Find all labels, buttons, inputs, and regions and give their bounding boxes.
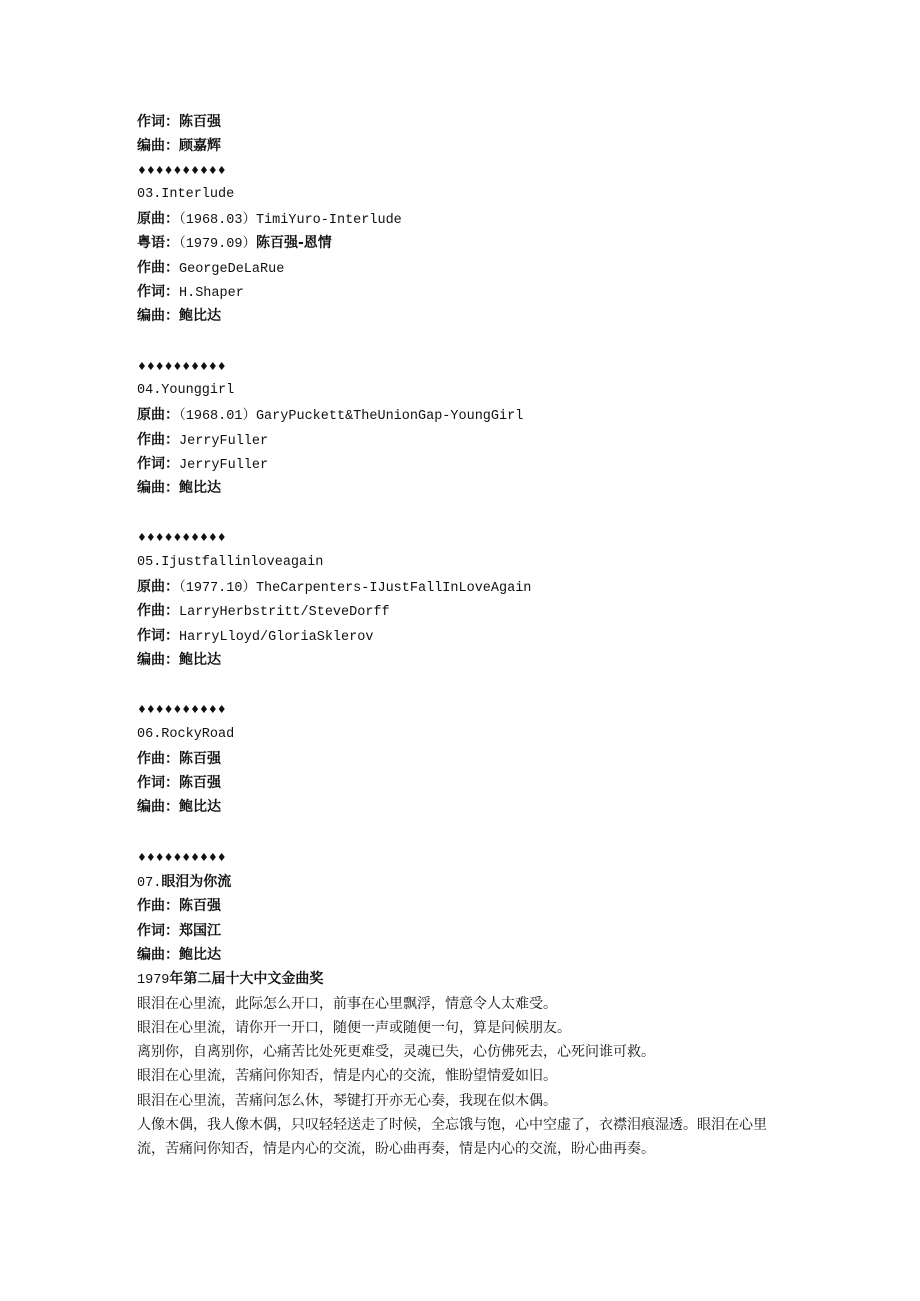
lyric-line: 眼泪在心里流，此际怎么开口，前事在心里飘浮，情意令人太难受。 [137, 995, 557, 1012]
separator: ♦♦♦♦♦♦♦♦♦♦ [137, 359, 226, 373]
track-title: 05.Ijustfallinloveagain [137, 554, 324, 570]
composer-line: 作曲：GeorgeDeLaRue [137, 259, 285, 277]
separator: ♦♦♦♦♦♦♦♦♦♦ [137, 703, 226, 717]
lyric-line: 眼泪在心里流，苦痛问你知否，情是内心的交流，惟盼望情爱如旧。 [137, 1068, 557, 1085]
cantonese-line: 粤语：（1979.09）陈百强-恩情 [137, 235, 332, 253]
track-title: 04.Younggirl [137, 382, 235, 398]
original-line: 原曲：（1968.01）GaryPuckett&TheUnionGap-YoungGirl [137, 407, 524, 425]
composer-line: 作曲：陈百强 [137, 750, 221, 767]
separator: ♦♦♦♦♦♦♦♦♦♦ [137, 531, 226, 545]
track-title: 03.Interlude [137, 186, 235, 202]
separator: ♦♦♦♦♦♦♦♦♦♦ [137, 850, 226, 864]
arranger-line: 编曲：鲍比达 [137, 480, 221, 497]
lyric-line: 眼泪在心里流，请你开一开口，随便一声或随便一句，算是问候朋友。 [137, 1019, 571, 1036]
arranger-line: 编曲：鲍比达 [137, 651, 221, 668]
composer-line: 作曲：JerryFuller [137, 431, 269, 449]
track-title: 07.眼泪为你流 [137, 874, 232, 892]
arranger-line: 编曲：鲍比达 [137, 946, 221, 963]
lyricist-line: 作词：陈百强 [137, 114, 221, 130]
arranger-line: 编曲：鲍比达 [137, 308, 221, 325]
composer-line: 作曲：LarryHerbstritt/SteveDorff [137, 603, 390, 621]
arranger-line: 编曲：鲍比达 [137, 799, 221, 816]
composer-line: 作曲：陈百强 [137, 898, 221, 915]
award-line: 1979年第二届十大中文金曲奖 [137, 971, 324, 989]
original-line: 原曲：（1977.10）TheCarpenters-IJustFallInLoveAgain [137, 579, 532, 597]
arranger-line: 编曲：顾嘉辉 [137, 138, 221, 155]
lyricist-line: 作词：HarryLloyd/GloriaSklerov [137, 627, 374, 645]
lyric-line: 离别你，自离别你，心痛苦比处死更难受，灵魂已失，心仿佛死去，心死问谁可救。 [137, 1044, 655, 1061]
document-page [137, 110, 787, 1162]
separator: ♦♦♦♦♦♦♦♦♦♦ [137, 163, 226, 177]
original-line: 原曲：（1968.03）TimiYuro-Interlude [137, 211, 402, 229]
lyric-paragraph: 人像木偶，我人像木偶，只叹轻轻送走了时候，全忘饿与饱，心中空虚了，衣襟泪痕湿透。眼泪在心里流，苦痛问你知否，情是内心的交流，盼心曲再奏，情是内心的交流，盼心曲再奏。 [137, 1116, 767, 1158]
lyricist-line: 作词：郑国江 [137, 922, 221, 939]
lyricist-line: 作词：陈百强 [137, 775, 221, 792]
lyricist-line: 作词：H.Shaper [137, 284, 244, 302]
track-title: 06.RockyRoad [137, 726, 235, 742]
lyricist-line: 作词：JerryFuller [137, 455, 269, 473]
lyric-line: 眼泪在心里流，苦痛问怎么休，琴键打开亦无心奏，我现在似木偶。 [137, 1092, 557, 1109]
